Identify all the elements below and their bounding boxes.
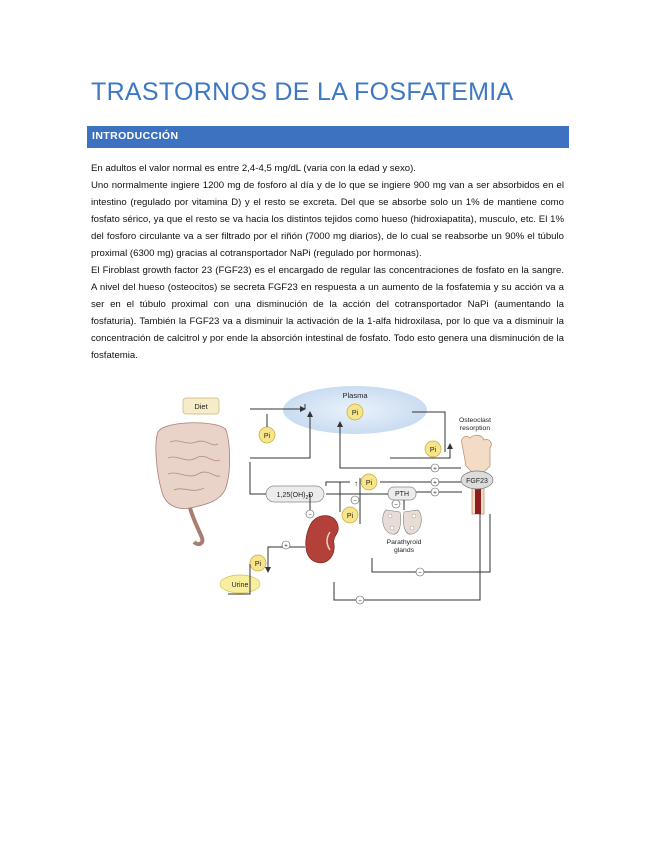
page-title: TRASTORNOS DE LA FOSFATEMIA — [91, 78, 514, 106]
svg-text:−: − — [418, 570, 422, 577]
svg-text:−: − — [353, 498, 357, 505]
plasma-label: Plasma — [342, 391, 368, 400]
pi-urine-label: Pi — [254, 561, 262, 568]
section-header — [87, 126, 569, 148]
pi-increase-label: Pi — [365, 480, 373, 487]
osteoclast-label: Osteoclast — [458, 417, 492, 424]
pth-label: PTH — [395, 491, 409, 498]
pi-bone-label: Pi — [429, 447, 437, 454]
section-label: INTRODUCCIÓN — [92, 130, 179, 142]
body-text — [91, 160, 564, 364]
resorption-label: resorption — [459, 425, 491, 432]
svg-text:−: − — [308, 512, 312, 519]
svg-text:+: + — [284, 543, 288, 550]
paragraph-fgf23: El Firoblast growth factor 23 (FGF23) es el encargado de regular las concentraciones de fosfato en la sangre. A nivel del hueso (osteocitos) se secreta FGF23 en respuesta a un aumento de la fosfatemia y su acción va a ser en el túbulo proximal con una disminución de la acción del cotransportador NaPi (aumentando la fosfaturia). También la FGF23 va a disminuir la activación de la 1-alfa hidroxilasa, por lo que va a disminuir la concentración de calcitrol y por ende la absorción intestinal de fosfato. Todo esto genera una disminución de la fosfatemia. — [91, 265, 564, 361]
pi-diet-label: Pi — [263, 433, 271, 440]
kidney-icon — [306, 516, 339, 563]
phosphate-regulation-diagram — [150, 382, 497, 610]
pi-kidney-label: Pi — [346, 513, 354, 520]
fgf23-label: FGF23 — [466, 478, 488, 485]
svg-text:−: − — [358, 598, 362, 605]
parathyroid-glands-icon — [383, 510, 422, 534]
parathyroid-label: Parathyroid — [386, 539, 422, 546]
svg-text:+: + — [433, 490, 437, 497]
pi-plasma-label: Pi — [351, 410, 359, 417]
increase-arrow: ↑ — [354, 479, 358, 488]
paragraph-normal-range: En adultos el valor normal es entre 2,4-4,5 mg/dL (varia con la edad y sexo). — [91, 163, 416, 174]
svg-text:−: − — [394, 502, 398, 509]
urine-label: Urine — [231, 582, 249, 589]
diet-label: Diet — [194, 402, 208, 411]
intestine-icon — [156, 423, 230, 544]
glands-label: glands — [393, 547, 415, 554]
svg-text:+: + — [433, 466, 437, 473]
calcitriol-label: $1,25(OH)_2D$ — [276, 492, 314, 501]
paragraph-absorption: Uno normalmente ingiere 1200 mg de fosforo al día y de lo que se ingiere 900 mg van a ser absorbidos en el intestino (regulado por vitamina D) y el resto se excreta. Del que se absorbe solo un 1% de mantiene como fosfato sérico, ya que el resto se va hacia los distintos tejidos como hueso (hidroxiapatita), musculo, etc. El 1% del fosforo circulante va a ser filtrado por el riñón (7000 mg diarios), de lo cual se reabsorbe un 90% el túbulo proximal (6300 mg) gracias al cotransportador NaPi (regulado por hormonas). — [91, 180, 564, 259]
svg-text:+: + — [433, 480, 437, 487]
